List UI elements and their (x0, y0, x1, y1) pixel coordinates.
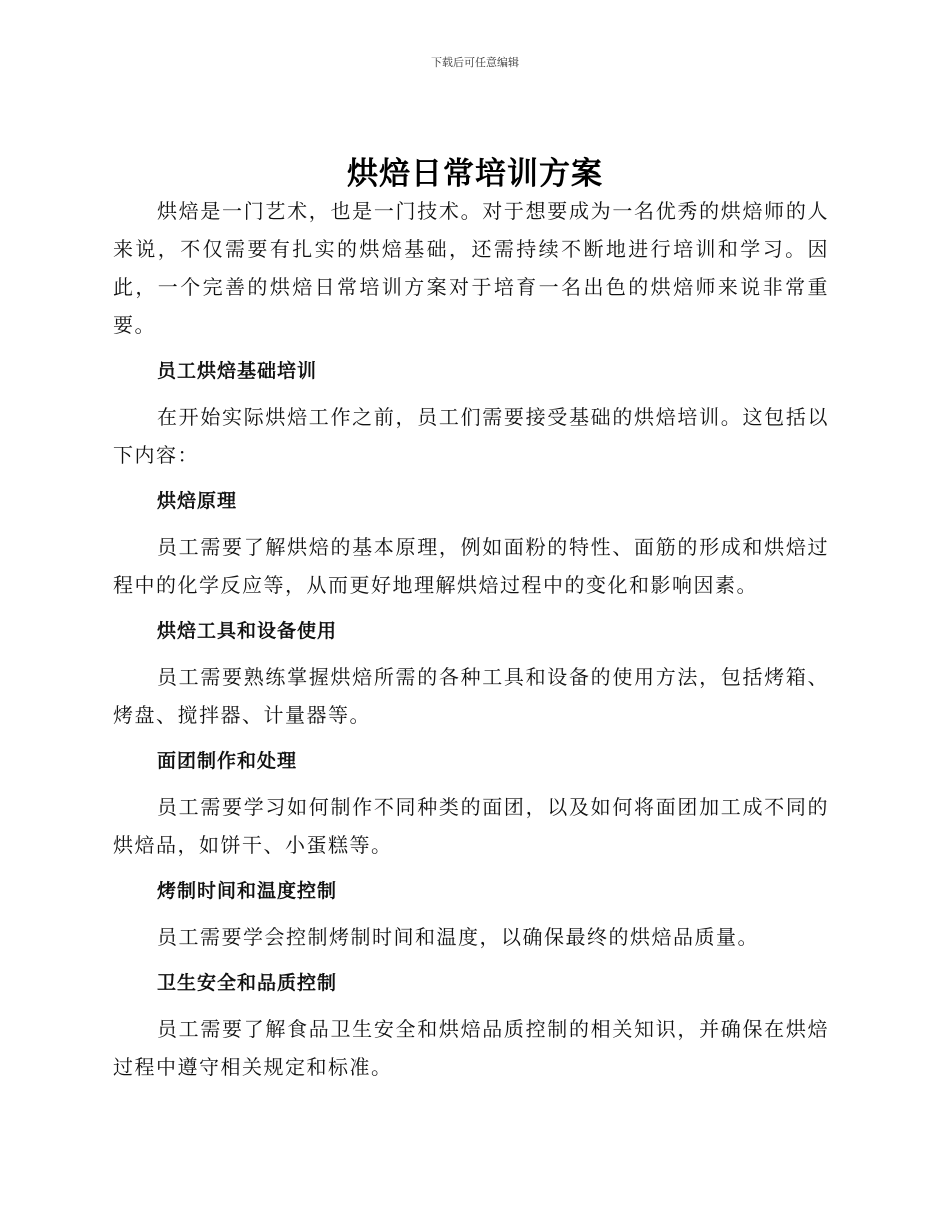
header-note: 下载后可任意编辑 (431, 56, 519, 69)
document-body (113, 192, 829, 1094)
section-text-basic-training: 在开始实际烘焙工作之前，员工们需要接受基础的烘焙培训。这包括以下内容： (113, 405, 829, 467)
section-heading-principles: 烘焙原理 (157, 490, 238, 512)
section-heading-hygiene: 卫生安全和品质控制 (157, 972, 338, 994)
section-heading-basic-training: 员工烘焙基础培训 (157, 360, 318, 382)
section-text-baking-time: 员工需要学会控制烤制时间和温度，以确保最终的烘焙品质量。 (157, 925, 759, 949)
intro-paragraph: 烘焙是一门艺术，也是一门技术。对于想要成为一名优秀的烘焙师的人来说，不仅需要有扎实的烘焙基础，还需持续不断地进行培训和学习。因此，一个完善的烘焙日常培训方案对于培育一名出色的烘焙师来说非常重要。 (113, 199, 829, 337)
section-text-hygiene: 员工需要了解食品卫生安全和烘焙品质控制的相关知识，并确保在烘焙过程中遵守相关规定和标准。 (113, 1017, 829, 1079)
section-text-principles: 员工需要了解烘焙的基本原理，例如面粉的特性、面筋的形成和烘焙过程中的化学反应等，从而更好地理解烘焙过程中的变化和影响因素。 (113, 535, 829, 597)
section-text-dough: 员工需要学习如何制作不同种类的面团，以及如何将面团加工成不同的烘焙品，如饼干、小蛋糕等。 (113, 795, 829, 857)
document-title: 烘焙日常培训方案 (347, 156, 603, 192)
section-heading-tools: 烘焙工具和设备使用 (157, 620, 338, 642)
section-text-tools: 员工需要熟练掌握烘焙所需的各种工具和设备的使用方法，包括烤箱、烤盘、搅拌器、计量器等。 (113, 665, 829, 727)
section-heading-dough: 面团制作和处理 (157, 750, 298, 772)
section-heading-baking-time: 烤制时间和温度控制 (157, 880, 338, 902)
